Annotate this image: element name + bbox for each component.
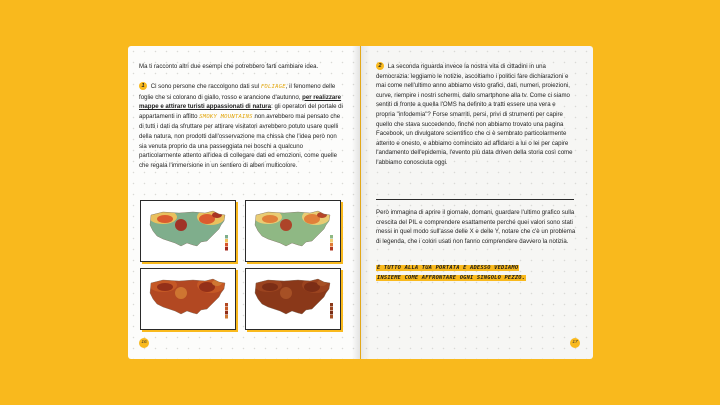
map-foliage-early (140, 200, 236, 262)
map-legend-swatch (330, 307, 333, 311)
map-color-region (280, 287, 292, 299)
map-color-region (157, 215, 173, 223)
map-legend-swatch (225, 235, 228, 239)
map-legend-swatch (330, 235, 333, 239)
map-color-region (175, 219, 187, 231)
map-legend-swatch (225, 307, 228, 311)
highlighted-claim: per realizzare mappe e attirare turisti appassionati di natura (139, 93, 342, 111)
conclusion-paragraph: Però immagina di aprire il giornale, domani, guardare l'ultimo grafico sulla crescita del PIL e comprendere esattamente perché quei valori sono stati messi in quel modo sull'asse delle X e delle Y, notare che c'è un problema di legenda, che i colori usati non fanno comprendere davvero la notizia. (376, 209, 576, 245)
intro-text: Ma ti racconto altri due esempi che potrebbero farti cambiare idea. (139, 63, 319, 70)
map-color-region (280, 219, 292, 231)
map-foliage-late (245, 268, 341, 330)
map-base-region (141, 201, 235, 261)
map-legend-swatch (330, 303, 333, 307)
map-legend-swatch (225, 311, 228, 315)
map-legend-swatch (225, 243, 228, 247)
map-legend-swatch (330, 243, 333, 247)
map-color-region (262, 215, 278, 223)
right-page (361, 46, 593, 359)
foliage-handwritten: FOLIAGE (260, 84, 286, 90)
map-base-region (246, 269, 340, 329)
example-number-badge: 1 (139, 82, 147, 90)
map-color-region (157, 283, 173, 291)
map-base-region (246, 201, 340, 261)
map-legend-swatch (330, 311, 333, 315)
map-legend-swatch (225, 303, 228, 307)
map-foliage-peak (140, 268, 236, 330)
map-color-region (175, 287, 187, 299)
example-number-badge: 2 (376, 62, 384, 70)
left-page (128, 46, 360, 359)
map-legend-swatch (330, 239, 333, 243)
example-one-paragraph: 1 Ci sono persone che raccolgono dati sul FOLIAGE, il fenomeno delle foglie che si colorano di giallo, rosso e arancione d'autunno, per realizzare mappe e attirare turisti appassionati di natura: gli operatori del portale di appartamenti in affitto SMOKY MOUNTAINS non avrebbero mai pensato che di tutti i dati da sfruttare per attirare visitatori avrebbero potuto usare quelli della natura, non prodotti dall'osservazione ma chissà che l'idea però non sia venuta proprio da una passeggiata nei boschi a qualcuno particolarmente attento all'idea di collegare dati ed emozioni, come quelle che regala l'immersione in un sentiero di alberi multicolore. (139, 83, 343, 169)
map-legend-swatch (330, 315, 333, 319)
map-legend-swatch (330, 247, 333, 251)
section-divider (376, 199, 574, 200)
map-legend-swatch (225, 247, 228, 251)
example-two-paragraph: 2 La seconda riguarda invece la nostra vita di cittadini in una democrazia: leggiamo le notizie, ascoltiamo i politici fare dichiarazioni e mai come nell'ultimo anno abbiamo visto grafici, dati, numeri, proiezioni, curve, riempire i nostri schermi, dallo smartphone alla tv. Come ci siamo sentiti di fronte a quella l'OMS ha definito a tratti essere una vera e propria "infodemia"? Forse smarriti, persi, privi di strumenti per capire quello che stava succedendo, finché non abbiamo trovato una pagina Facebook, un divulgatore scientifico che ci è sembrato particolarmente attento e onesto, e abbiamo cominciato ad affidarci a lui o lei per capire l'andamento dell'epidemia, l'evento più data driven della storia così come l'abbiamo conosciuta oggi. (376, 63, 573, 166)
map-legend-swatch (225, 239, 228, 243)
map-color-region (262, 283, 278, 291)
page-number-left: 16 (139, 338, 149, 348)
map-foliage-start (245, 200, 341, 262)
page-number-right: 17 (570, 338, 580, 348)
smoky-mountains-handwritten: SMOKY MOUNTAINS (199, 113, 253, 120)
map-legend-swatch (225, 315, 228, 319)
map-base-region (141, 269, 235, 329)
closing-quote: È TUTTO ALLA TUA PORTATA E ADESSO VEDIAMO INSIEME COME AFFRONTARE OGNI SINGOLO PEZZO. (377, 265, 526, 281)
open-book (128, 46, 593, 359)
